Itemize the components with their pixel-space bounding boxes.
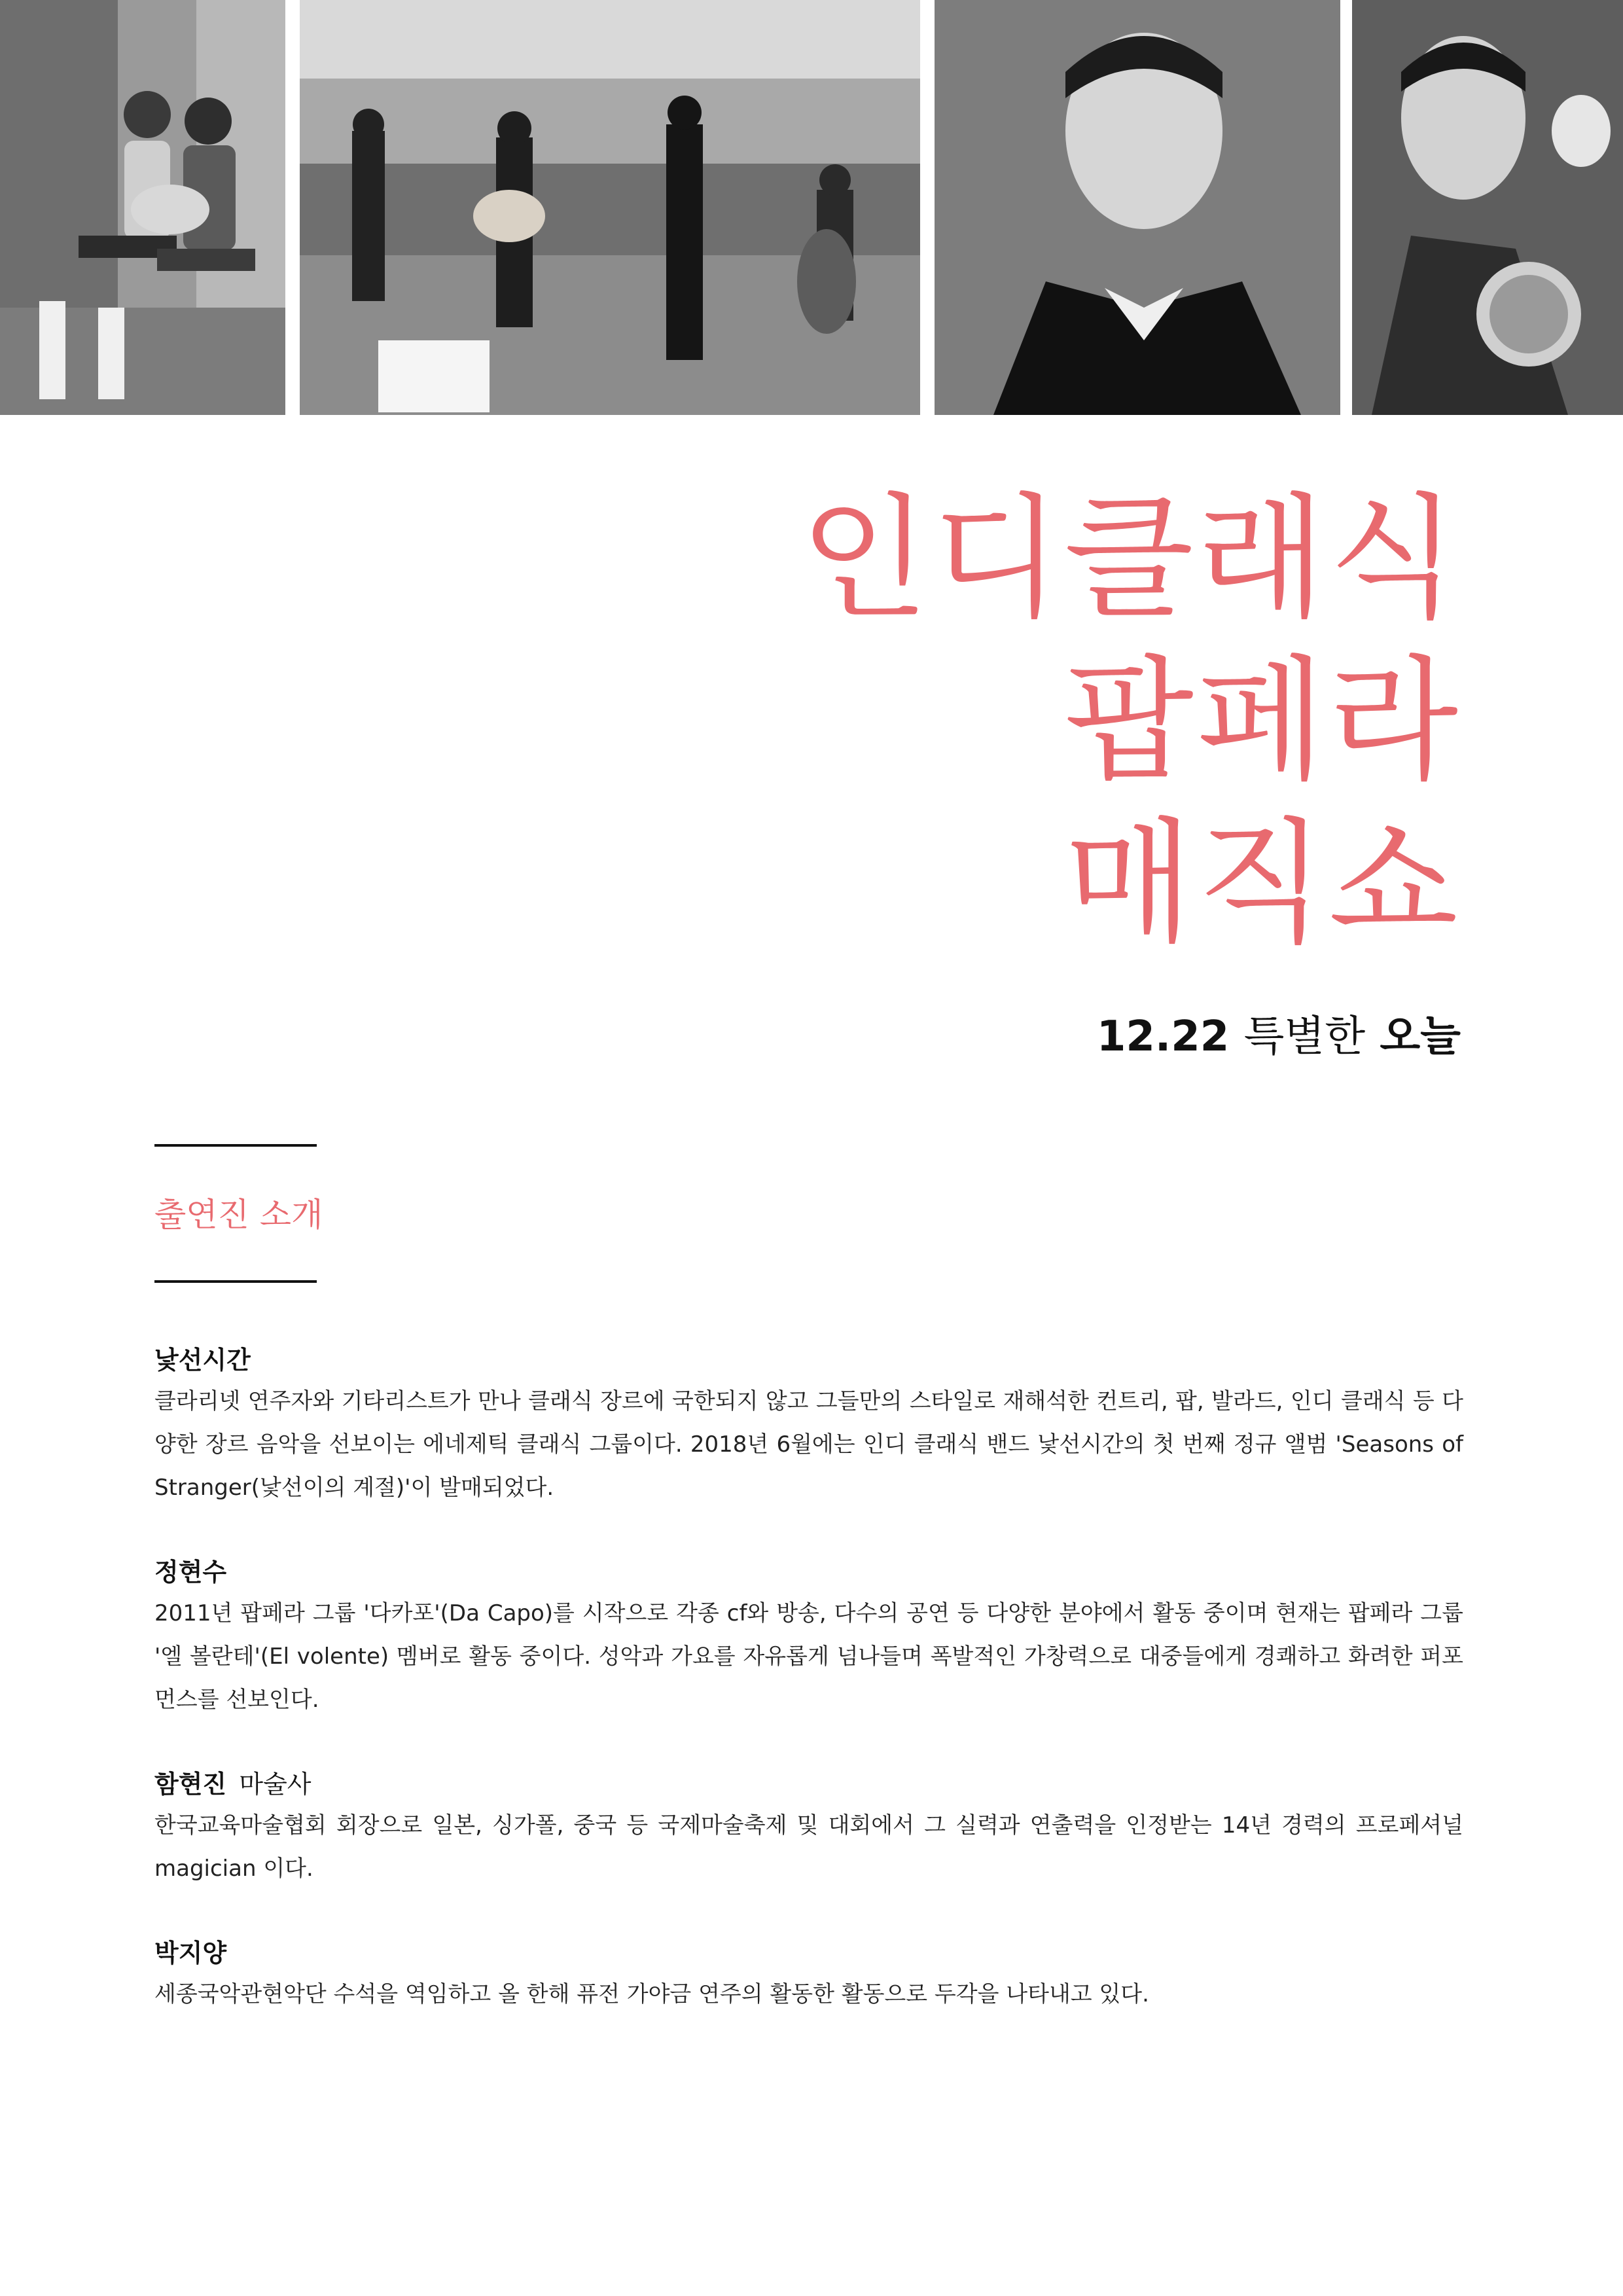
section-title: 출연진 소개 — [154, 1196, 323, 1234]
performer-name-text: 함현진 — [154, 1770, 227, 1799]
performer-description: 한국교육마술협회 회장으로 일본, 싱가폴, 중국 등 국제마술축제 및 대회에서 그 실력과 연출력을 인정받는 14년 경력의 프로페셔널 magician 이다. — [154, 1812, 1463, 1882]
performer-name-text: 박지양 — [154, 1939, 227, 1967]
event-subtitle-bold: 오늘 — [1380, 1013, 1461, 1061]
event-date-line — [800, 1003, 1461, 1063]
performer-description: 클라리넷 연주자와 기타리스트가 만나 클래식 장르에 국한되지 않고 그들만의 스타일로 재해석한 컨트리, 팝, 발라드, 인디 클래식 등 다양한 장르 음악을 선보이는 에네제틱 클래식 그룹이다. 2018년 6월에는 인디 클래식 밴드 낯선시간의 첫 번째 정규 앨범 'Seasons of Stranger(낯선이의 계절)'이 발매되었다. — [154, 1388, 1463, 1501]
title-line-2: 팝페라 — [1063, 643, 1461, 799]
performer-item — [154, 1933, 1463, 2016]
photo-tenor-portrait — [935, 0, 1340, 415]
title-line-3: 매직쇼 — [1063, 806, 1461, 961]
performer-item — [154, 1340, 1463, 1509]
performer-name — [154, 1552, 1463, 1592]
photo-duo-guitar — [0, 0, 285, 415]
performer-role: 마술사 — [239, 1770, 312, 1799]
photo-strip — [0, 0, 1623, 415]
performer-item — [154, 1765, 1463, 1890]
title-line-1: 인디클래식 — [799, 481, 1461, 637]
performer-item — [154, 1552, 1463, 1721]
performer-name — [154, 1765, 1463, 1804]
performer-name — [154, 1340, 1463, 1380]
performer-name — [154, 1933, 1463, 1973]
performer-list — [154, 1340, 1463, 2059]
event-subtitle-regular: 특별한 — [1243, 1013, 1366, 1061]
event-date: 12.22 — [1096, 1013, 1230, 1061]
photo-rooftop-quartet — [300, 0, 920, 415]
performer-description: 2011년 팝페라 그룹 '다카포'(Da Capo)를 시작으로 각종 cf와 방송, 다수의 공연 등 다양한 분야에서 활동 중이며 현재는 팝페라 그룹 '엘 볼란테'(El volente) 멤버로 활동 중이다. 성악과 가요를 자유롭게 넘나들며 폭발적인 가창력으로 대중들에게 경쾌하고 화려한 퍼포먼스를 선보인다. — [154, 1600, 1463, 1713]
performer-name-text: 정현수 — [154, 1558, 227, 1587]
section-top-rule — [154, 1144, 317, 1147]
performer-description: 세종국악관현악단 수석을 역임하고 올 한해 퓨전 가야금 연주의 활동한 활동으로 두각을 나타내고 있다. — [154, 1981, 1149, 2007]
section-bottom-rule — [154, 1280, 317, 1283]
photo-magician-portrait — [1352, 0, 1623, 415]
performer-name-text: 낯선시간 — [154, 1346, 251, 1374]
title-block — [800, 478, 1461, 1063]
